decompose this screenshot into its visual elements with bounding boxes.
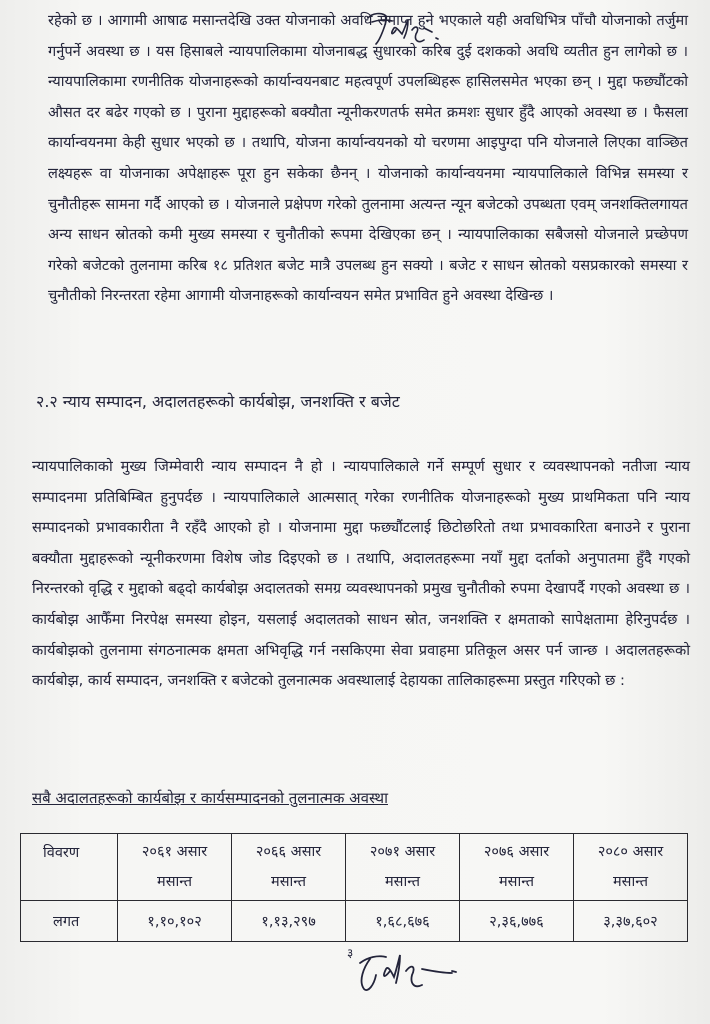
signature-bottom — [352, 945, 462, 997]
page-number: ३ — [347, 946, 354, 960]
cell-value: १,६८,६७६ — [346, 901, 460, 942]
paragraph-justice-delivery: न्यायपालिकाको मुख्य जिम्मेवारी न्याय सम्पादन नै हो । न्यायपालिकाले गर्ने सम्पूर्ण सुधार र व्यवस्थापनको नतीजा न्याय सम्पादनमा प्रतिबिम्बित हुनुपर्दछ । न्यायपालिकाले आत्मसात् गरेका रणनीतिक योजनाहरूको मुख्य प्राथमिकता पनि न्याय सम्पादनको प्रभावकारीता नै रहँदै आएको हो । योजनामा मुद्दा फछ्यौंटलाई छिटोछरितो तथा प्रभावकारिता बनाउने र पुराना बक्यौता मुद्दाहरूको न्यूनीकरणमा विशेष जोड दिइएको छ । तथापि, अदालतहरूमा नयाँ मुद्दा दर्ताको अनुपातमा हुँदै गएको निरन्तरको वृद्धि र मुद्दाको बढ्दो कार्यबोझ अदालतको समग्र व्यवस्थापनको प्रमुख चुनौतीको रुपमा देखापर्दै गएको अवस्था छ । कार्यबोझ आफैँमा निरपेक्ष समस्या होइन, यसलाई अदालतको साधन स्रोत, जनशक्ति र क्षमताको सापेक्षतामा हेरिनुपर्दछ । कार्यबोझको तुलनामा संगठनात्मक क्षमता अभिवृद्धि गर्न नसकिएमा सेवा प्रवाहमा प्रतिकूल असर पर्न जान्छ । अदालतहरूको कार्यबोझ, कार्य सम्पादन, जनशक्ति र बजेटको तुलनात्मक अवस्थालाई देहायका तालिकाहरूमा प्रस्तुत गरिएको छ : — [32, 458, 690, 690]
table-title: सबै अदालतहरूको कार्यबोझ र कार्यसम्पादनको तुलनात्मक अवस्था — [32, 789, 388, 807]
header-col-2071: २०७१ असार मसान्त — [346, 834, 460, 901]
paragraph-plan-implementation: रहेको छ । आगामी आषाढ मसान्तदेखि उक्त योजनाको अवधि समाप्त हुने भएकाले यही अवधिभित्र पाँचौ योजनाको तर्जुमा गर्नुपर्ने अवस्था छ । यस हिसाबले न्यायपालिकामा योजनाबद्ध सुधारको करिब दुई दशकको अवधि व्यतीत हुन लागेको छ । न्यायपालिकामा रणनीतिक योजनाहरूको कार्यान्वयनबाट महत्वपूर्ण उपलब्धिहरू हासिलसमेत भएका छन् । मुद्दा फछ्यौंटको औसत दर बढेर गएको छ । पुराना मुद्दाहरूको बक्यौता न्यूनीकरणतर्फ समेत क्रमशः सुधार हुँदै आएको अवस्था छ । फैसला कार्यान्वयनमा केही सुधार भएको छ । तथापि, योजना कार्यान्वयनको यो चरणमा आइपुग्दा पनि योजनाले लिएका वाञ्छित लक्ष्यहरू वा योजनाका अपेक्षाहरू पूरा हुन सकेका छैनन् । योजनाको कार्यान्वयनमा न्यायपालिकाले विभिन्न समस्या र चुनौतीहरू सामना गर्दै आएको छ । योजनाले प्रक्षेपण गरेको तुलनामा अत्यन्त न्यून बजेटको उपब्धता एवम् जनशक्तिलगायत अन्य साधन स्रोतको कमी मुख्य समस्या र चुनौतीको रूपमा देखिएका छन् । न्यायपालिकाका सबैजसो योजनाले प्रच्छेपण गरेको बजेटको तुलनामा करिब १८ प्रतिशत बजेट मात्रै उपलब्ध हुन सक्यो । बजेट र साधन स्रोतको यसप्रकारको समस्या र चुनौतीको निरन्तरता रहेमा आगामी योजनाहरूको कार्यान्वयन समेत प्रभावित हुने अवस्था देखिन्छ । — [48, 12, 688, 305]
header-col-2061: २०६१ असार मसान्त — [118, 834, 232, 901]
header-col-2076: २०७६ असार मसान्त — [460, 834, 574, 901]
header-col-2080: २०८० असार मसान्त — [573, 834, 687, 901]
cell-value: १,१०,१०२ — [118, 901, 232, 942]
table-header-row — [21, 834, 688, 901]
header-description: विवरण — [21, 834, 118, 901]
header-col-2066: २०६६ असार मसान्त — [232, 834, 346, 901]
table-row — [21, 901, 688, 942]
row-label: लगत — [21, 901, 118, 942]
cell-value: ३,३७,६०२ — [573, 901, 687, 942]
section-heading: २.२ न्याय सम्पादन, अदालतहरूको कार्यबोझ, जनशक्ति र बजेट — [36, 392, 400, 411]
cell-value: २,३६,७७६ — [460, 901, 574, 942]
cell-value: १,१३,२९७ — [232, 901, 346, 942]
caseload-table — [20, 833, 688, 942]
